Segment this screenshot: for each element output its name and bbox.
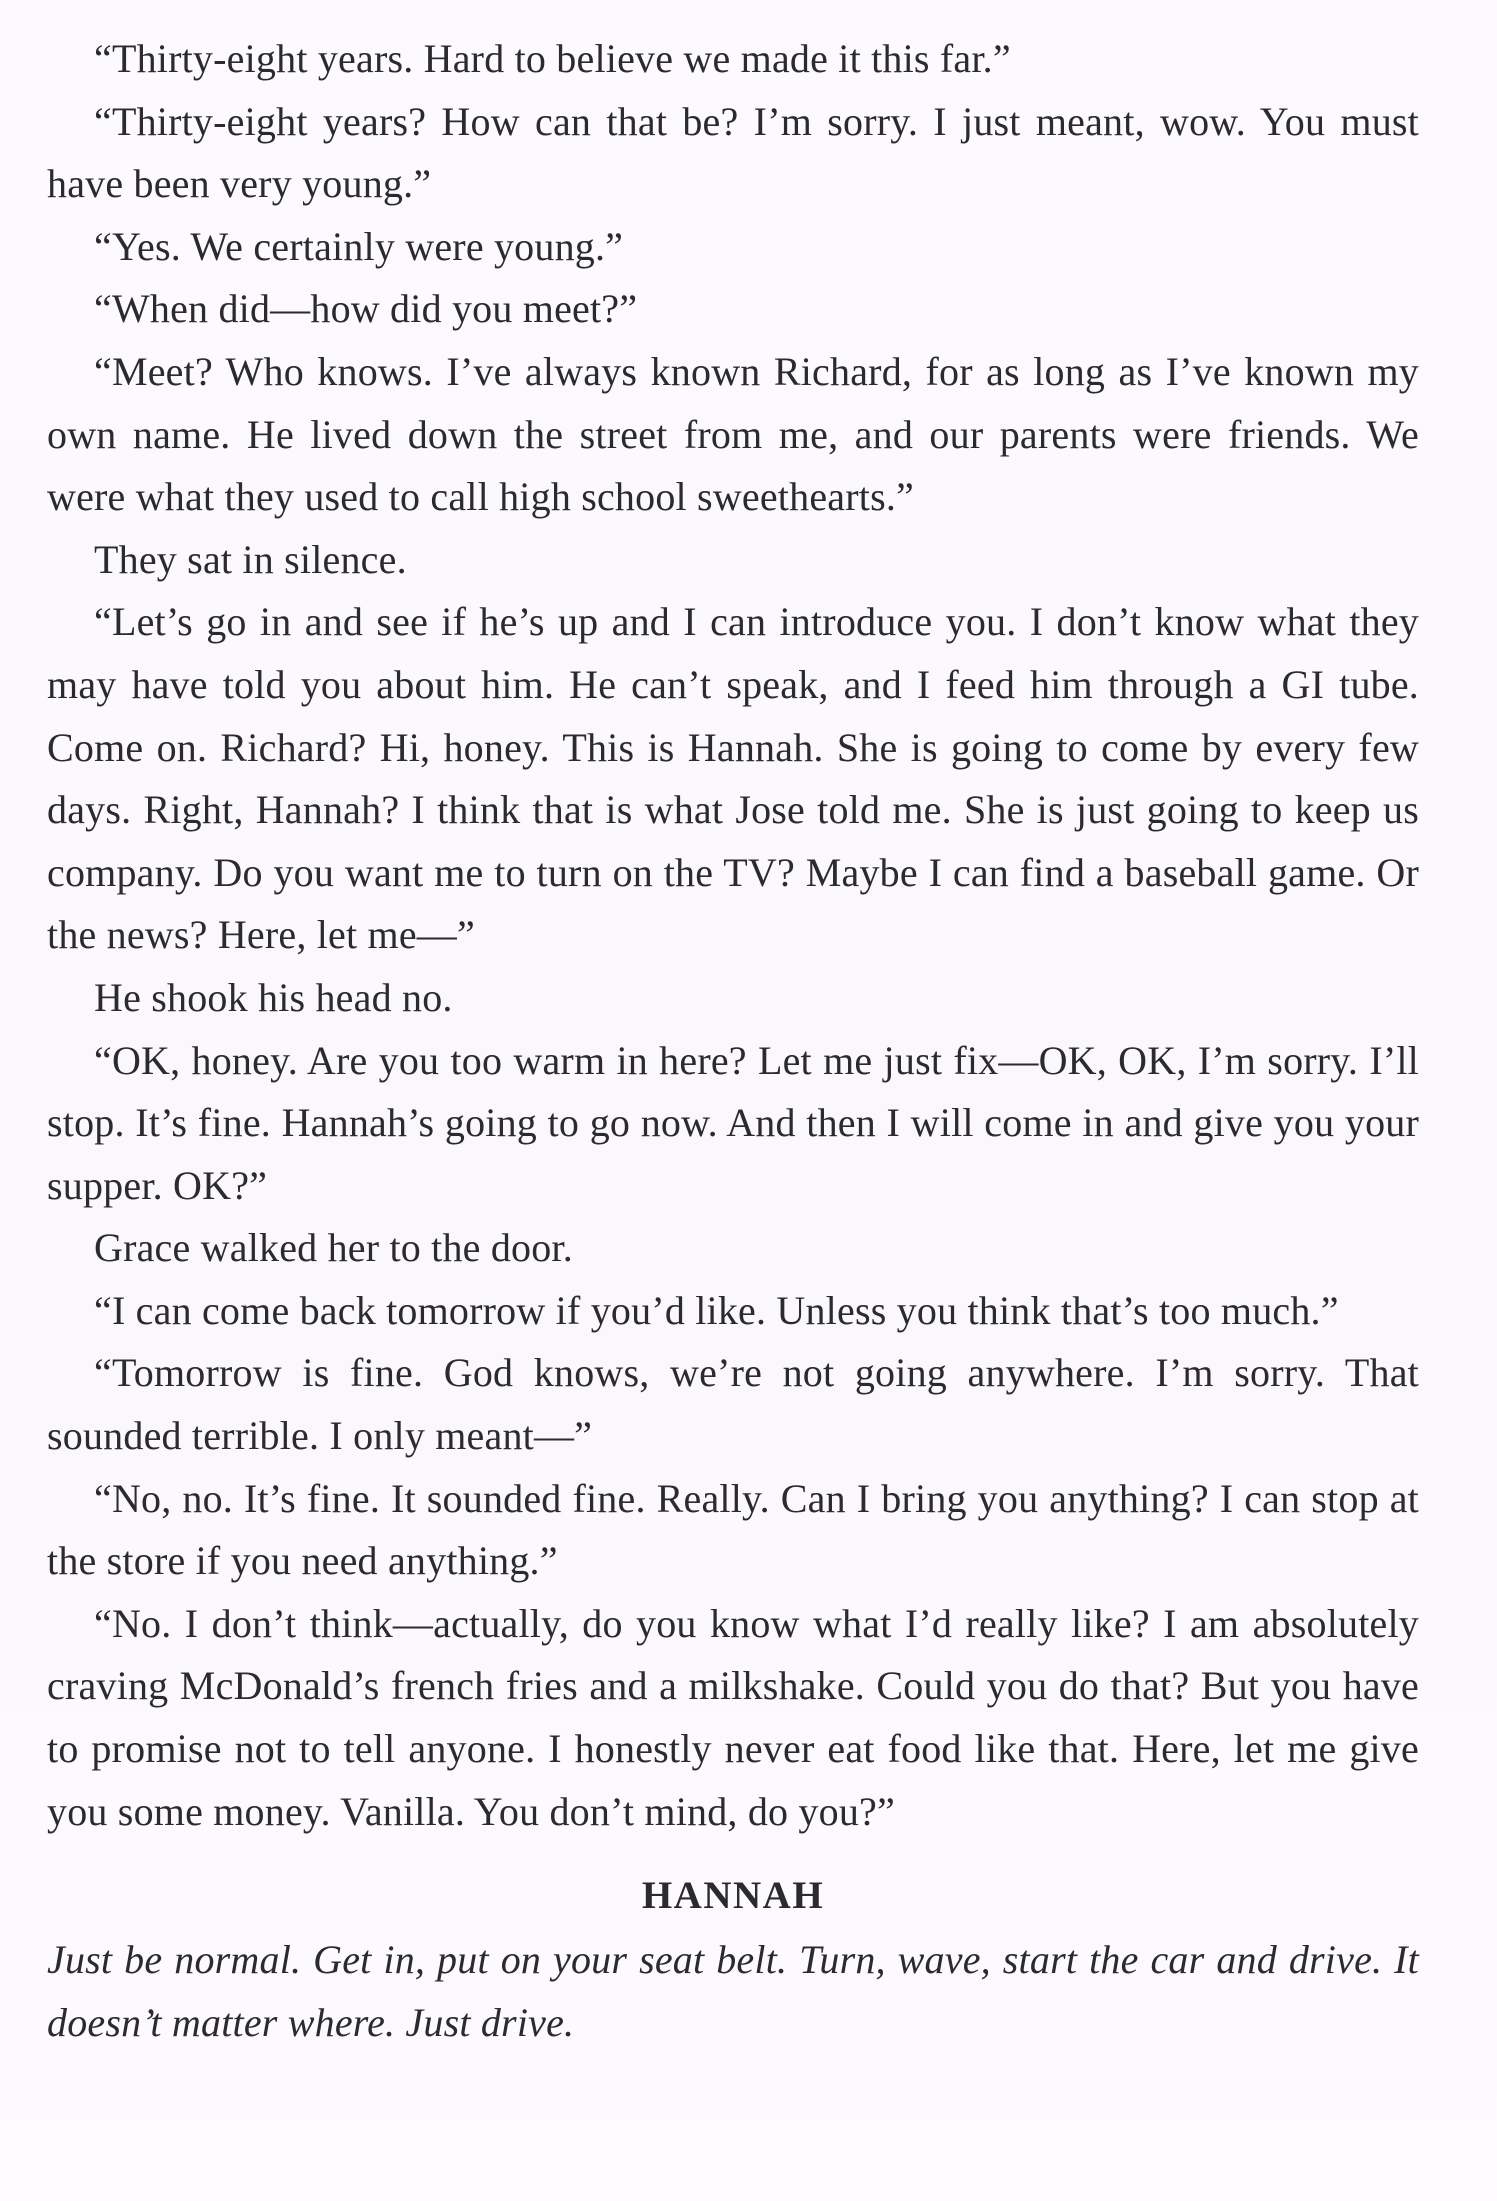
paragraph: “Let’s go in and see if he’s up and I can introduce you. I don’t know what they may have told you about him. He can’t speak, and I feed him through a GI tube. Come on. Richard? Hi, honey. This is Hannah. She is going to come by every few days. Right, Hannah? I think that is what Jose told me. She is just going to keep us company. Do you want me to turn on the TV? Maybe I can find a baseball game. Or the news? Here, let me—”: [47, 599, 1419, 958]
italic-paragraph: Just be normal. Get in, put on your seat belt. Turn, wave, start the car and drive. It doesn’t matter where. Just drive.: [47, 1937, 1419, 2045]
paragraph: “Yes. We certainly were young.”: [94, 223, 624, 269]
paragraph: “Thirty-eight years? How can that be? I’m sorry. I just meant, wow. You must have been very young.”: [47, 98, 1419, 207]
paragraph: “Thirty-eight years. Hard to believe we made it this far.”: [94, 36, 1011, 81]
paragraph: “Tomorrow is fine. God knows, we’re not going anywhere. I’m sorry. That sounded terrible. I only meant—”: [47, 1350, 1419, 1459]
paragraph: “No, no. It’s fine. It sounded fine. Really. Can I bring you anything? I can stop at the store if you need anything.”: [47, 1475, 1419, 1584]
paragraph: “I can come back tomorrow if you’d like. Unless you think that’s too much.”: [94, 1287, 1339, 1333]
paragraph: “Meet? Who knows. I’ve always known Richard, for as long as I’ve known my own name. He lived down the street from me, and our parents were friends. We were what they used to call high school sweethearts.”: [47, 348, 1419, 520]
paragraph: “When did—how did you meet?”: [94, 286, 638, 332]
paragraph: They sat in silence.: [94, 536, 407, 582]
paragraph: Grace walked her to the door.: [94, 1225, 573, 1271]
paragraph: “No. I don’t think—actually, do you know what I’d really like? I am absolutely craving McDonald’s french fries and a milkshake. Could you do that? But you have to promise not to tell anyone. I honestly never eat food like that. Here, let me give you some money. Vanilla. You don’t mind, do you?”: [47, 1600, 1419, 1834]
paragraph: He shook his head no.: [94, 974, 453, 1020]
body-text: [47, 28, 1419, 2054]
section-heading: HANNAH: [641, 1874, 825, 1918]
paragraph: “OK, honey. Are you too warm in here? Let me just fix—OK, OK, I’m sorry. I’ll stop. It’s fine. Hannah’s going to go now. And then I will come in and give you your supper. OK?”: [47, 1037, 1419, 1208]
